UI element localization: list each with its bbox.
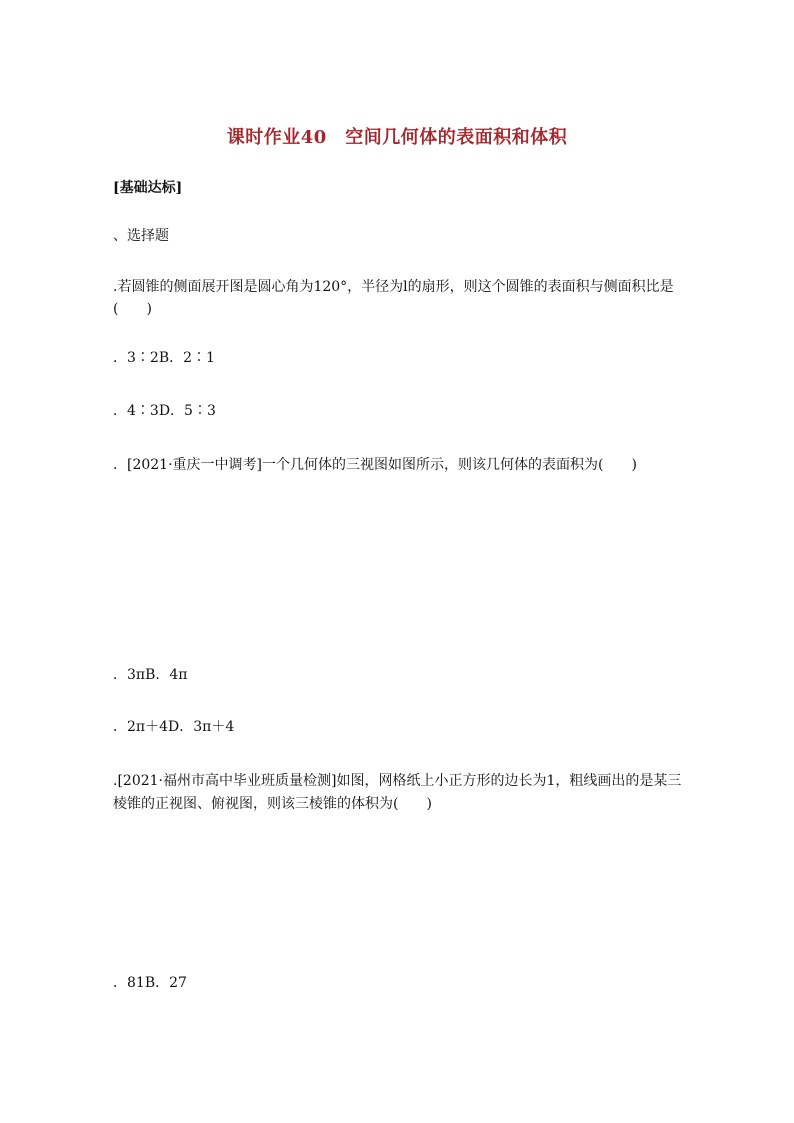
question-1-options-row2: ．4∶3D．5∶3 xyxy=(113,403,216,419)
section-label: [基础达标] xyxy=(113,180,183,196)
question-3-stem-line2: 棱锥的正视图、俯视图，则该三棱锥的体积为( ) xyxy=(113,796,432,812)
question-1-options-row1: ．3∶2B．2∶1 xyxy=(113,350,215,366)
question-3-figure-area xyxy=(113,820,673,960)
question-2-options-row2: ．2π＋4D．3π＋4 xyxy=(113,719,235,735)
question-1-stem-line1: .若圆锥的侧面展开图是圆心角为120°，半径为l的扇形，则这个圆锥的表面积与侧面积比是 xyxy=(113,279,674,295)
question-1-stem-line2: ( ) xyxy=(113,301,152,317)
question-3-stem-line1: .[2021·福州市高中毕业班质量检测]如图，网格纸上小正方形的边长为1，粗线画出的是某三 xyxy=(113,773,682,789)
question-2-options-row1: ．3πB．4π xyxy=(113,667,188,683)
page-title: 课时作业40 空间几何体的表面积和体积 xyxy=(226,127,568,148)
question-2-figure-area xyxy=(113,480,673,650)
subsection-label: 、选择题 xyxy=(113,228,169,244)
question-3-options-row1: ．81B．27 xyxy=(113,975,187,991)
question-2-stem-line1: ．[2021·重庆一中调考]一个几何体的三视图如图所示，则该几何体的表面积为( ) xyxy=(113,457,637,473)
